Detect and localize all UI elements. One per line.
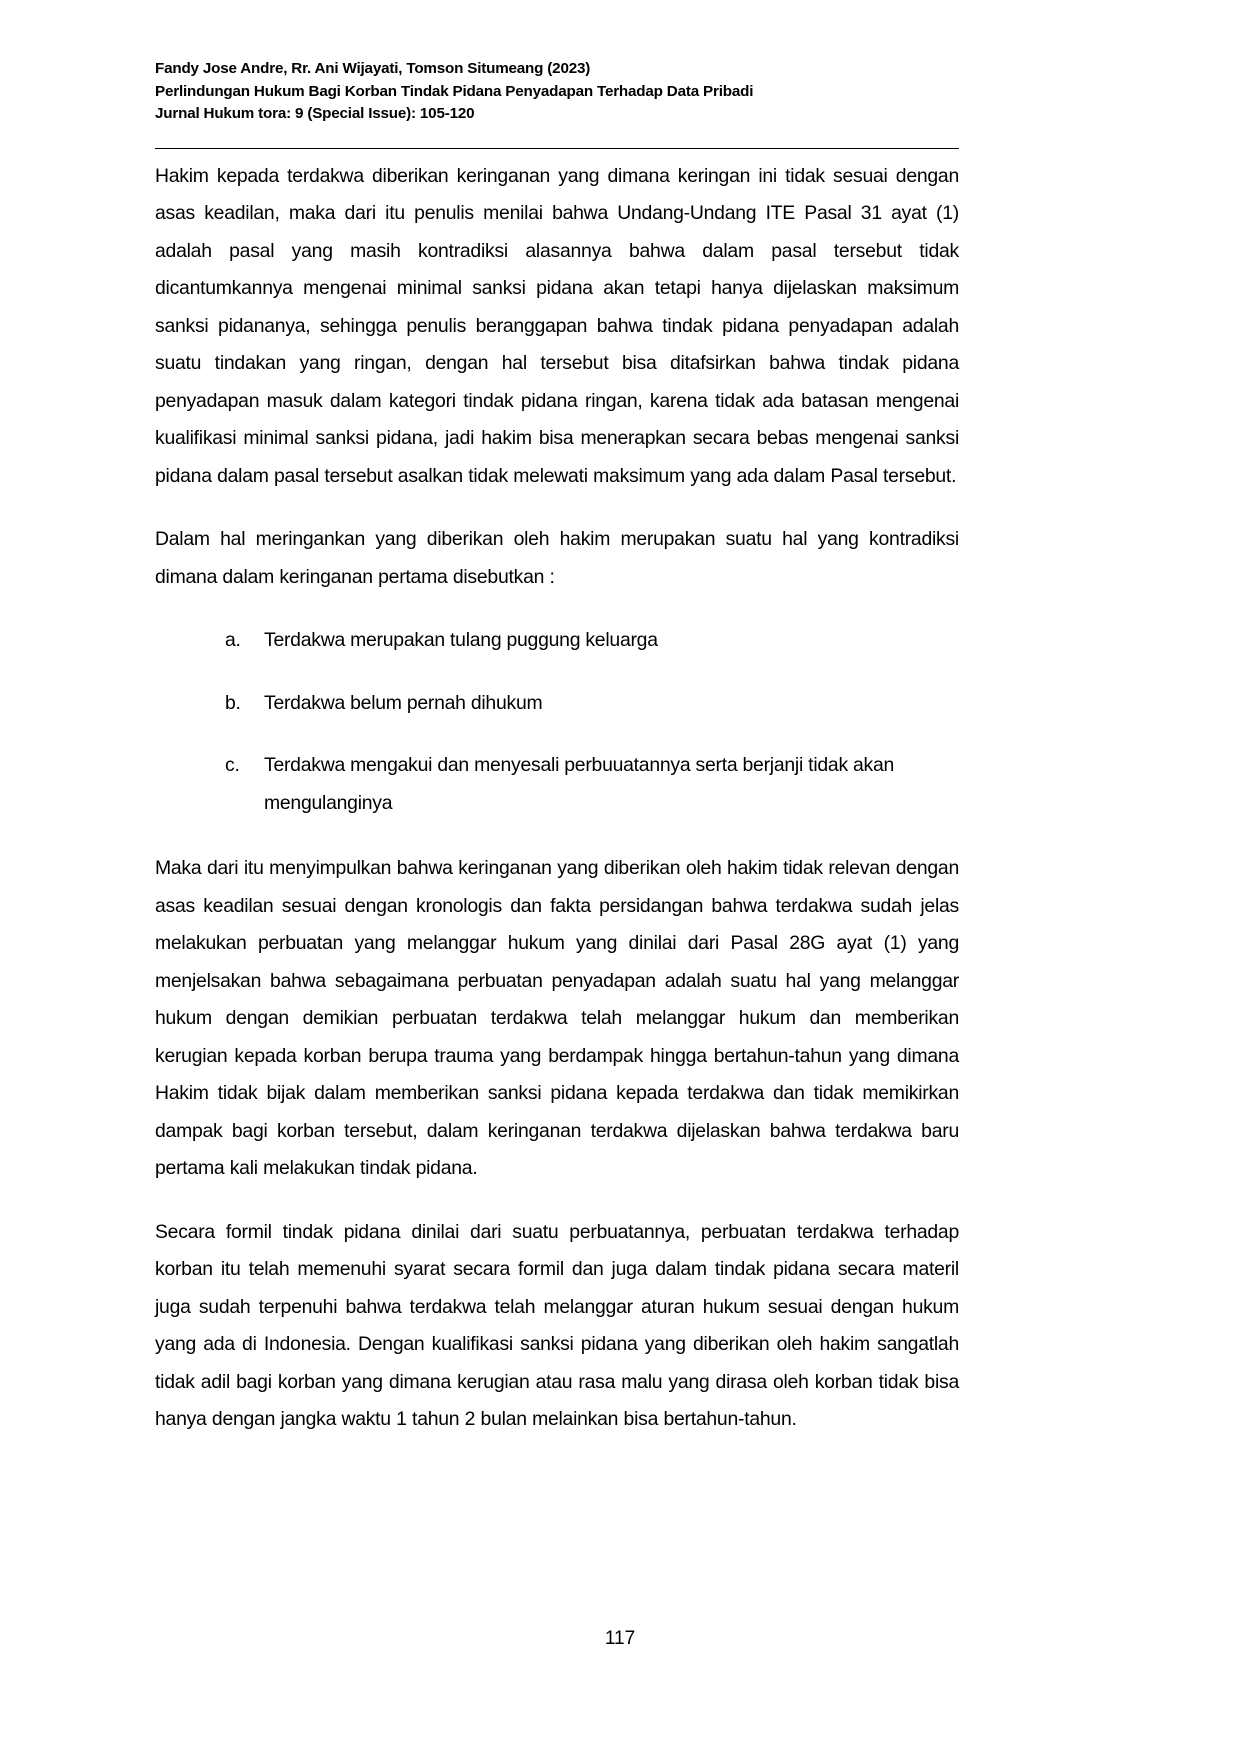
running-head-title: Perlindungan Hukum Bagi Korban Tindak Pidana Penyadapan Terhadap Data Pribadi — [155, 82, 754, 100]
list-item — [155, 685, 959, 723]
page-number: 117 — [604, 1628, 636, 1649]
list-item-marker: a. — [225, 629, 241, 651]
body-text — [155, 158, 959, 1439]
header-divider — [155, 148, 959, 149]
running-head-authors: Fandy Jose Andre, Rr. Ani Wijayati, Tomson Situmeang (2023) — [155, 60, 591, 77]
paragraph-4: Secara formil tindak pidana dinilai dari suatu perbuatannya, perbuatan terdakwa terhadap korban itu telah memenuhi syarat secara formil dan juga dalam tindak pidana secara materil juga sudah terpenuhi bahwa terdakwa telah melanggar aturan hukum sesuai dengan hukum yang ada di Indonesia. Dengan kualifikasi sanksi pidana yang diberikan oleh hakim sangatlah tidak adil bagi korban yang dimana kerugian atau rasa malu yang dirasa oleh korban tidak bisa hanya dengan jangka waktu 1 tahun 2 bulan melainkan bisa bertahun-tahun. — [155, 1220, 959, 1430]
list-item — [155, 622, 959, 660]
page-content — [155, 58, 959, 1465]
lettered-list — [155, 622, 959, 822]
paragraph-1: Hakim kepada terdakwa diberikan keringanan yang dimana keringan ini tidak sesuai dengan asas keadilan, maka dari itu penulis menilai bahwa Undang-Undang ITE Pasal 31 ayat (1) adalah pasal yang masih kontradiksi alasannya bahwa dalam pasal tersebut tidak dicantumkannya mengenai minimal sanksi pidana akan tetapi hanya dijelaskan maksimum sanksi pidananya, sehingga penulis beranggapan bahwa tindak pidana penyadapan adalah suatu tindakan yang ringan, dengan hal tersebut bisa ditafsirkan bahwa tindak pidana penyadapan masuk dalam kategori tindak pidana ringan, karena tidak ada batasan mengenai kualifikasi minimal sanksi pidana, jadi hakim bisa menerapkan secara bebas mengenai sanksi pidana dalam pasal tersebut asalkan tidak melewati maksimum yang ada dalam Pasal tersebut. — [155, 164, 959, 487]
lettered-list-wrapper — [155, 622, 959, 822]
paragraph-3: Maka dari itu menyimpulkan bahwa keringanan yang diberikan oleh hakim tidak relevan dengan asas keadilan sesuai dengan kronologis dan fakta persidangan bahwa terdakwa sudah jelas melakukan perbuatan yang melanggar hukum yang dinilai dari Pasal 28G ayat (1) yang menjelsakan bahwa sebagaimana perbuatan penyadapan adalah suatu hal yang melanggar hukum dengan demikian perbuatan terdakwa telah melanggar hukum dan memberikan kerugian kepada korban berupa trauma yang berdampak hingga bertahun-tahun yang dimana Hakim tidak bijak dalam memberikan sanksi pidana kepada terdakwa dan tidak memikirkan dampak bagi korban tersebut, dalam keringanan terdakwa dijelaskan bahwa terdakwa baru pertama kali melakukan tindak pidana. — [155, 857, 959, 1179]
list-item-text: Terdakwa mengakui dan menyesali perbuuatannya serta berjanji tidak akan mengulanginya — [264, 754, 895, 814]
list-item-text: Terdakwa merupakan tulang puggung keluarga — [264, 629, 658, 651]
paragraph-2: Dalam hal meringankan yang diberikan oleh hakim merupakan suatu hal yang kontradiksi dimana dalam keringanan pertama disebutkan : — [155, 528, 959, 588]
list-item — [155, 747, 959, 822]
list-item-marker: b. — [225, 691, 241, 714]
running-head-citation: Jurnal Hukum tora: 9 (Special Issue): 105-120 — [155, 105, 475, 122]
running-head — [155, 58, 959, 126]
list-item-text: Terdakwa belum pernah dihukum — [264, 691, 543, 714]
list-item-marker: c. — [225, 754, 240, 776]
